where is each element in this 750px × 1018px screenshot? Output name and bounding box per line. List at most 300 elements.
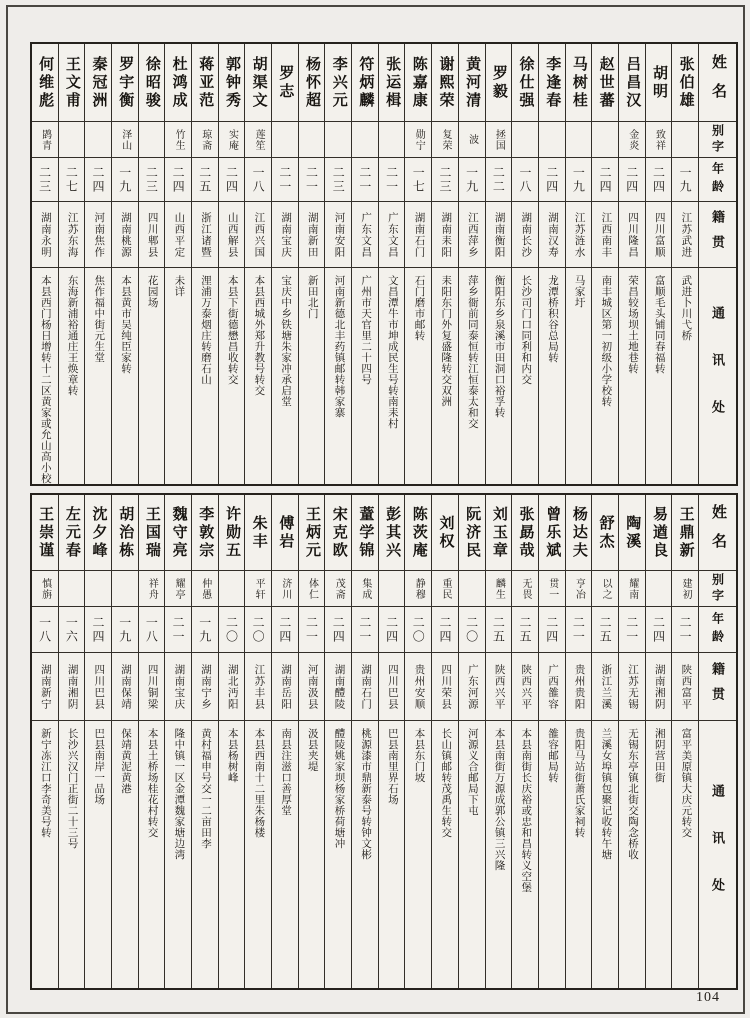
person-native: 湖南永明 bbox=[32, 202, 58, 268]
person-name: 李兴元 bbox=[325, 44, 351, 122]
person-age: 一八 bbox=[512, 158, 538, 202]
person-address: 富平美原镇大庆元转交 bbox=[680, 728, 692, 838]
person-column bbox=[511, 44, 538, 484]
person-age: 一九 bbox=[112, 607, 138, 653]
person-zi bbox=[272, 122, 298, 158]
person-zi bbox=[379, 122, 405, 158]
person-age: 二五 bbox=[486, 607, 512, 653]
person-zi bbox=[459, 571, 485, 607]
person-name: 陈嘉康 bbox=[405, 44, 431, 122]
person-name: 左元春 bbox=[59, 495, 85, 571]
person-address: 花园场 bbox=[146, 275, 158, 308]
person-zi: 耀亭 bbox=[165, 571, 191, 607]
person-native: 湖南汉寿 bbox=[539, 202, 565, 268]
person-zi bbox=[139, 122, 165, 158]
person-zi: 无畏 bbox=[512, 571, 538, 607]
person-zi: 鹍青 bbox=[32, 122, 58, 158]
person-address: 汲县夹堤 bbox=[306, 728, 318, 772]
person-native: 湖南醴陵 bbox=[325, 653, 351, 721]
person-age: 二〇 bbox=[405, 607, 431, 653]
person-address: 本县土桥场桂花村转交 bbox=[146, 728, 158, 838]
person-address: 本县黄市吴纯臣家转 bbox=[119, 275, 131, 374]
person-native: 湖南石门 bbox=[352, 653, 378, 721]
person-age: 二三 bbox=[325, 158, 351, 202]
person-native: 湖南宝庆 bbox=[272, 202, 298, 268]
person-name: 傅岩 bbox=[272, 495, 298, 571]
person-native: 浙江诸暨 bbox=[192, 202, 218, 268]
person-column bbox=[244, 44, 271, 484]
person-name: 徐昭骏 bbox=[139, 44, 165, 122]
person-zi: 祥舟 bbox=[139, 571, 165, 607]
column-header-age: 年龄 bbox=[699, 158, 736, 202]
person-column bbox=[32, 44, 58, 484]
person-native: 河南汲县 bbox=[299, 653, 325, 721]
person-name: 胡渠文 bbox=[245, 44, 271, 122]
person-column bbox=[84, 495, 111, 988]
person-column bbox=[218, 495, 245, 988]
person-native: 湖南湘阴 bbox=[59, 653, 85, 721]
person-native: 江苏东海 bbox=[59, 202, 85, 268]
person-name: 黄河清 bbox=[459, 44, 485, 122]
person-age: 一九 bbox=[566, 158, 592, 202]
person-address: 本县下街德懋昌收转交 bbox=[226, 275, 238, 385]
person-column bbox=[485, 495, 512, 988]
person-native: 四川巴县 bbox=[85, 653, 111, 721]
person-zi bbox=[646, 571, 672, 607]
person-address: 雒容邮局转 bbox=[546, 728, 558, 783]
person-native: 广西雒容 bbox=[539, 653, 565, 721]
person-column bbox=[298, 44, 325, 484]
person-column bbox=[324, 495, 351, 988]
person-address: 马家圩 bbox=[573, 275, 585, 308]
person-age: 二一 bbox=[672, 607, 698, 653]
person-age: 二五 bbox=[592, 607, 618, 653]
person-column bbox=[191, 495, 218, 988]
person-column bbox=[565, 495, 592, 988]
person-address: 本县西门杨日增转十二区黄家或允山高小校 bbox=[39, 275, 51, 484]
person-zi: 金炎 bbox=[619, 122, 645, 158]
person-zi bbox=[672, 122, 698, 158]
page-number: 104 bbox=[696, 990, 720, 1005]
person-zi: 慎旃 bbox=[32, 571, 58, 607]
person-native: 湖南衡阳 bbox=[486, 202, 512, 268]
person-zi: 贯一 bbox=[539, 571, 565, 607]
person-age: 二四 bbox=[646, 607, 672, 653]
person-age: 二一 bbox=[272, 158, 298, 202]
person-native: 湖南石门 bbox=[405, 202, 431, 268]
person-native: 江西萍乡 bbox=[459, 202, 485, 268]
person-age: 二四 bbox=[646, 158, 672, 202]
person-age: 二二 bbox=[486, 158, 512, 202]
person-name: 王鼎新 bbox=[672, 495, 698, 571]
person-zi bbox=[59, 571, 85, 607]
person-address: 耒阳东门外复盛隆转交双洲 bbox=[440, 275, 452, 407]
person-native: 四川荣县 bbox=[432, 653, 458, 721]
person-column bbox=[58, 44, 85, 484]
person-native: 山西平定 bbox=[165, 202, 191, 268]
person-native: 江苏涟水 bbox=[566, 202, 592, 268]
person-zi: 勋宁 bbox=[405, 122, 431, 158]
person-address: 东海新浦裕通庄王焕章转 bbox=[66, 275, 78, 396]
person-zi: 实庵 bbox=[219, 122, 245, 158]
person-address: 湘阴营田街 bbox=[653, 728, 665, 783]
person-native: 广东河源 bbox=[459, 653, 485, 721]
person-name: 蕫学锦 bbox=[352, 495, 378, 571]
person-zi bbox=[566, 122, 592, 158]
person-zi bbox=[85, 122, 111, 158]
person-native: 陕西富平 bbox=[672, 653, 698, 721]
person-name: 赵世蕃 bbox=[592, 44, 618, 122]
person-column bbox=[164, 44, 191, 484]
person-name: 魏守亮 bbox=[165, 495, 191, 571]
person-column bbox=[378, 44, 405, 484]
person-address: 新宁冻江口李奇美号转 bbox=[39, 728, 51, 838]
person-zi bbox=[512, 122, 538, 158]
person-column bbox=[485, 44, 512, 484]
roster-table-top bbox=[30, 42, 738, 486]
person-zi: 泽山 bbox=[112, 122, 138, 158]
person-column bbox=[511, 495, 538, 988]
person-name: 罗志 bbox=[272, 44, 298, 122]
person-age: 二四 bbox=[165, 158, 191, 202]
person-zi bbox=[299, 122, 325, 158]
person-age: 二四 bbox=[85, 607, 111, 653]
person-column bbox=[138, 495, 165, 988]
person-column bbox=[645, 495, 672, 988]
person-age: 二四 bbox=[432, 607, 458, 653]
person-zi: 建初 bbox=[672, 571, 698, 607]
column-header-zi: 别字 bbox=[699, 571, 736, 607]
person-address: 黄村福申号交一二亩田李 bbox=[200, 728, 212, 849]
person-column bbox=[32, 495, 58, 988]
person-native: 江苏无锡 bbox=[619, 653, 645, 721]
person-age: 二七 bbox=[59, 158, 85, 202]
person-native: 广东文昌 bbox=[352, 202, 378, 268]
person-column bbox=[271, 495, 298, 988]
person-native: 河南焦作 bbox=[85, 202, 111, 268]
person-address: 富顺毛头铺同春福转 bbox=[653, 275, 665, 374]
person-name: 王文甫 bbox=[59, 44, 85, 122]
person-column bbox=[138, 44, 165, 484]
person-name: 阮济民 bbox=[459, 495, 485, 571]
person-age: 二四 bbox=[272, 607, 298, 653]
person-column bbox=[351, 44, 378, 484]
person-native: 湖南岳阳 bbox=[272, 653, 298, 721]
person-age: 二一 bbox=[299, 607, 325, 653]
person-name: 王国瑞 bbox=[139, 495, 165, 571]
person-zi: 波 bbox=[459, 122, 485, 158]
person-address: 长山镇邮转茂禹生转交 bbox=[440, 728, 452, 838]
person-address: 巴县南岸一品场 bbox=[93, 728, 105, 805]
person-zi bbox=[219, 571, 245, 607]
person-column bbox=[538, 495, 565, 988]
header-column bbox=[698, 495, 736, 988]
person-age: 一八 bbox=[139, 607, 165, 653]
column-header-native: 籍贯 bbox=[699, 653, 736, 721]
person-address: 新田北门 bbox=[306, 275, 318, 319]
person-age: 二〇 bbox=[459, 607, 485, 653]
person-age: 一七 bbox=[405, 158, 431, 202]
person-native: 广东文昌 bbox=[379, 202, 405, 268]
person-age: 二三 bbox=[32, 158, 58, 202]
person-native: 陕西兴平 bbox=[512, 653, 538, 721]
person-age: 二五 bbox=[192, 158, 218, 202]
person-address: 文昌潭牛市坤成民生号转南耒村 bbox=[386, 275, 398, 429]
person-address: 宝庆中乡铁塘朱家冲承启堂 bbox=[280, 275, 292, 407]
person-address: 隆中镇一区金潭魏家塘边湾 bbox=[173, 728, 185, 860]
person-address: 焦作福中街元生堂 bbox=[93, 275, 105, 363]
person-column bbox=[671, 44, 698, 484]
person-column bbox=[645, 44, 672, 484]
person-column bbox=[671, 495, 698, 988]
person-column bbox=[431, 495, 458, 988]
person-native: 湖南宁乡 bbox=[192, 653, 218, 721]
person-age: 二四 bbox=[325, 607, 351, 653]
person-address: 本县南街万源成郭公镇三兴隆 bbox=[493, 728, 505, 871]
person-address: 石门磨市邮转 bbox=[413, 275, 425, 341]
person-address: 本县东门坡 bbox=[413, 728, 425, 783]
person-name: 舒杰 bbox=[592, 495, 618, 571]
person-zi: 平轩 bbox=[245, 571, 271, 607]
person-name: 许勋五 bbox=[219, 495, 245, 571]
person-address: 兰溪女埠镇包聚记收转午塘 bbox=[600, 728, 612, 860]
person-column bbox=[618, 44, 645, 484]
person-age: 二三 bbox=[432, 158, 458, 202]
person-age: 二一 bbox=[352, 607, 378, 653]
person-age: 二四 bbox=[592, 158, 618, 202]
person-native: 浙江兰溪 bbox=[592, 653, 618, 721]
person-age: 二一 bbox=[619, 607, 645, 653]
person-age: 二四 bbox=[539, 158, 565, 202]
person-zi: 静穆 bbox=[405, 571, 431, 607]
person-age: 二四 bbox=[619, 158, 645, 202]
person-name: 易遒良 bbox=[646, 495, 672, 571]
person-address: 无锡东亭镇北街交陶念桥收 bbox=[627, 728, 639, 860]
person-native: 湖北沔阳 bbox=[219, 653, 245, 721]
person-address: 广州市天官里二十四号 bbox=[360, 275, 372, 385]
person-native: 四川铜梁 bbox=[139, 653, 165, 721]
directory-sheet bbox=[30, 42, 738, 990]
person-zi: 耀南 bbox=[619, 571, 645, 607]
person-name: 刘玉章 bbox=[486, 495, 512, 571]
person-native: 四川富顺 bbox=[646, 202, 672, 268]
person-name: 李逢春 bbox=[539, 44, 565, 122]
person-age: 二四 bbox=[539, 607, 565, 653]
person-name: 张运楫 bbox=[379, 44, 405, 122]
person-column bbox=[298, 495, 325, 988]
roster-table-bottom bbox=[30, 493, 738, 990]
person-native: 四川巴县 bbox=[379, 653, 405, 721]
person-name: 徐仕强 bbox=[512, 44, 538, 122]
person-zi bbox=[59, 122, 85, 158]
header-column bbox=[698, 44, 736, 484]
person-age: 二五 bbox=[512, 607, 538, 653]
person-native: 湖南长沙 bbox=[512, 202, 538, 268]
person-column bbox=[538, 44, 565, 484]
person-zi: 致祥 bbox=[646, 122, 672, 158]
person-age: 二四 bbox=[85, 158, 111, 202]
person-age: 一八 bbox=[32, 607, 58, 653]
person-column bbox=[378, 495, 405, 988]
person-age: 一九 bbox=[672, 158, 698, 202]
person-age: 一九 bbox=[112, 158, 138, 202]
person-name: 胡明 bbox=[646, 44, 672, 122]
person-native: 湖南新宁 bbox=[32, 653, 58, 721]
person-zi bbox=[539, 122, 565, 158]
person-native: 湖南保靖 bbox=[112, 653, 138, 721]
person-column bbox=[111, 495, 138, 988]
person-zi: 重民 bbox=[432, 571, 458, 607]
person-name: 沈夕峰 bbox=[85, 495, 111, 571]
person-age: 一六 bbox=[59, 607, 85, 653]
person-zi: 亨冶 bbox=[566, 571, 592, 607]
column-header-name: 姓名 bbox=[699, 495, 736, 571]
person-native: 江西兴国 bbox=[245, 202, 271, 268]
person-column bbox=[164, 495, 191, 988]
person-address: 未详 bbox=[173, 275, 185, 297]
person-address: 长沙兴汉门正街二十三号 bbox=[66, 728, 78, 849]
person-age: 二一 bbox=[566, 607, 592, 653]
person-native: 四川隆昌 bbox=[619, 202, 645, 268]
person-address: 武进卜川弋桥 bbox=[680, 275, 692, 341]
person-column bbox=[111, 44, 138, 484]
person-address: 本县西城外郑升教号转交 bbox=[253, 275, 265, 396]
person-name: 朱丰 bbox=[245, 495, 271, 571]
person-age: 二一 bbox=[299, 158, 325, 202]
person-name: 马树桂 bbox=[566, 44, 592, 122]
person-native: 湖南耒阳 bbox=[432, 202, 458, 268]
person-age: 二四 bbox=[379, 607, 405, 653]
person-zi: 琼斋 bbox=[192, 122, 218, 158]
person-age: 二三 bbox=[139, 158, 165, 202]
person-name: 张勗哉 bbox=[512, 495, 538, 571]
person-address: 巴县南里界石场 bbox=[386, 728, 398, 805]
person-address: 醴陵姚家坝杨家桥荷塘冲 bbox=[333, 728, 345, 849]
person-zi bbox=[352, 122, 378, 158]
person-native: 四川郫县 bbox=[139, 202, 165, 268]
person-zi: 竹生 bbox=[165, 122, 191, 158]
column-header-age: 年龄 bbox=[699, 607, 736, 653]
person-address: 贵阳马站街萧氏家祠转 bbox=[573, 728, 585, 838]
person-address: 河源义合邮局下屯 bbox=[466, 728, 478, 816]
person-column bbox=[244, 495, 271, 988]
person-name: 王炳元 bbox=[299, 495, 325, 571]
person-column bbox=[324, 44, 351, 484]
person-name: 曾乐斌 bbox=[539, 495, 565, 571]
person-address: 萍乡衙前同泰恒转江恒泰太和交 bbox=[466, 275, 478, 429]
person-column bbox=[458, 495, 485, 988]
person-zi: 茂斋 bbox=[325, 571, 351, 607]
person-age: 二一 bbox=[165, 607, 191, 653]
person-column bbox=[618, 495, 645, 988]
person-name: 杜鸿成 bbox=[165, 44, 191, 122]
person-name: 刘权 bbox=[432, 495, 458, 571]
person-column bbox=[404, 495, 431, 988]
person-zi bbox=[112, 571, 138, 607]
person-name: 张伯雄 bbox=[672, 44, 698, 122]
person-zi: 济川 bbox=[272, 571, 298, 607]
column-header-native: 籍贯 bbox=[699, 202, 736, 268]
person-address: 长沙司门口同利和内交 bbox=[520, 275, 532, 385]
person-address: 保靖黄泥黄港 bbox=[119, 728, 131, 794]
person-name: 秦冠洲 bbox=[85, 44, 111, 122]
person-address: 本县西南十二里朱杨楼 bbox=[253, 728, 265, 838]
person-address: 浬浦万泰烟庄转磨石山 bbox=[200, 275, 212, 385]
person-native: 江苏丰县 bbox=[245, 653, 271, 721]
column-header-name: 姓名 bbox=[699, 44, 736, 122]
person-native: 湖南新田 bbox=[299, 202, 325, 268]
person-zi: 复荣 bbox=[432, 122, 458, 158]
person-column bbox=[84, 44, 111, 484]
person-address: 衡阳东乡泉溪市田洞口裕孚转 bbox=[493, 275, 505, 418]
person-column bbox=[565, 44, 592, 484]
person-column bbox=[351, 495, 378, 988]
person-age: 二〇 bbox=[219, 607, 245, 653]
person-column bbox=[218, 44, 245, 484]
person-age: 二一 bbox=[379, 158, 405, 202]
person-zi bbox=[325, 122, 351, 158]
person-name: 彭其兴 bbox=[379, 495, 405, 571]
person-age: 二一 bbox=[352, 158, 378, 202]
person-address: 南县注滋口善厚堂 bbox=[280, 728, 292, 816]
person-name: 罗毅 bbox=[486, 44, 512, 122]
person-name: 宋克欧 bbox=[325, 495, 351, 571]
person-address: 本县杨树峰 bbox=[226, 728, 238, 783]
person-column bbox=[591, 495, 618, 988]
person-native: 陕西兴平 bbox=[486, 653, 512, 721]
person-name: 吕昌汉 bbox=[619, 44, 645, 122]
person-zi bbox=[592, 122, 618, 158]
person-zi: 拯国 bbox=[486, 122, 512, 158]
person-native: 山西解县 bbox=[219, 202, 245, 268]
column-header-address: 通讯处 bbox=[710, 784, 725, 925]
column-header-zi: 别字 bbox=[699, 122, 736, 158]
person-column bbox=[431, 44, 458, 484]
person-column bbox=[458, 44, 485, 484]
person-address: 龙潭桥积谷总局转 bbox=[546, 275, 558, 363]
person-name: 陈茨庵 bbox=[405, 495, 431, 571]
person-name: 杨达夫 bbox=[566, 495, 592, 571]
person-zi: 莲笙 bbox=[245, 122, 271, 158]
person-address: 河南新德北丰药镇邮转韩家寨 bbox=[333, 275, 345, 418]
person-age: 一八 bbox=[245, 158, 271, 202]
person-name: 王崇谨 bbox=[32, 495, 58, 571]
person-zi bbox=[85, 571, 111, 607]
person-zi bbox=[379, 571, 405, 607]
person-zi: 仲愚 bbox=[192, 571, 218, 607]
person-name: 谢熙荣 bbox=[432, 44, 458, 122]
person-native: 湖南宝庆 bbox=[165, 653, 191, 721]
person-age: 二〇 bbox=[245, 607, 271, 653]
person-name: 李敦宗 bbox=[192, 495, 218, 571]
person-native: 江西南丰 bbox=[592, 202, 618, 268]
person-address: 南丰城区第一初级小学校转 bbox=[600, 275, 612, 407]
person-native: 贵州贵阳 bbox=[566, 653, 592, 721]
person-native: 湖南桃源 bbox=[112, 202, 138, 268]
person-column bbox=[191, 44, 218, 484]
person-zi: 麟生 bbox=[486, 571, 512, 607]
person-age: 二四 bbox=[219, 158, 245, 202]
person-zi: 体仁 bbox=[299, 571, 325, 607]
person-native: 河南安阳 bbox=[325, 202, 351, 268]
person-address: 荣昌较场坝土地巷转 bbox=[627, 275, 639, 374]
person-name: 陶溪 bbox=[619, 495, 645, 571]
person-age: 一九 bbox=[459, 158, 485, 202]
person-native: 江苏武进 bbox=[672, 202, 698, 268]
person-native: 湖南湘阴 bbox=[646, 653, 672, 721]
person-name: 杨怀超 bbox=[299, 44, 325, 122]
person-name: 蒋亚范 bbox=[192, 44, 218, 122]
